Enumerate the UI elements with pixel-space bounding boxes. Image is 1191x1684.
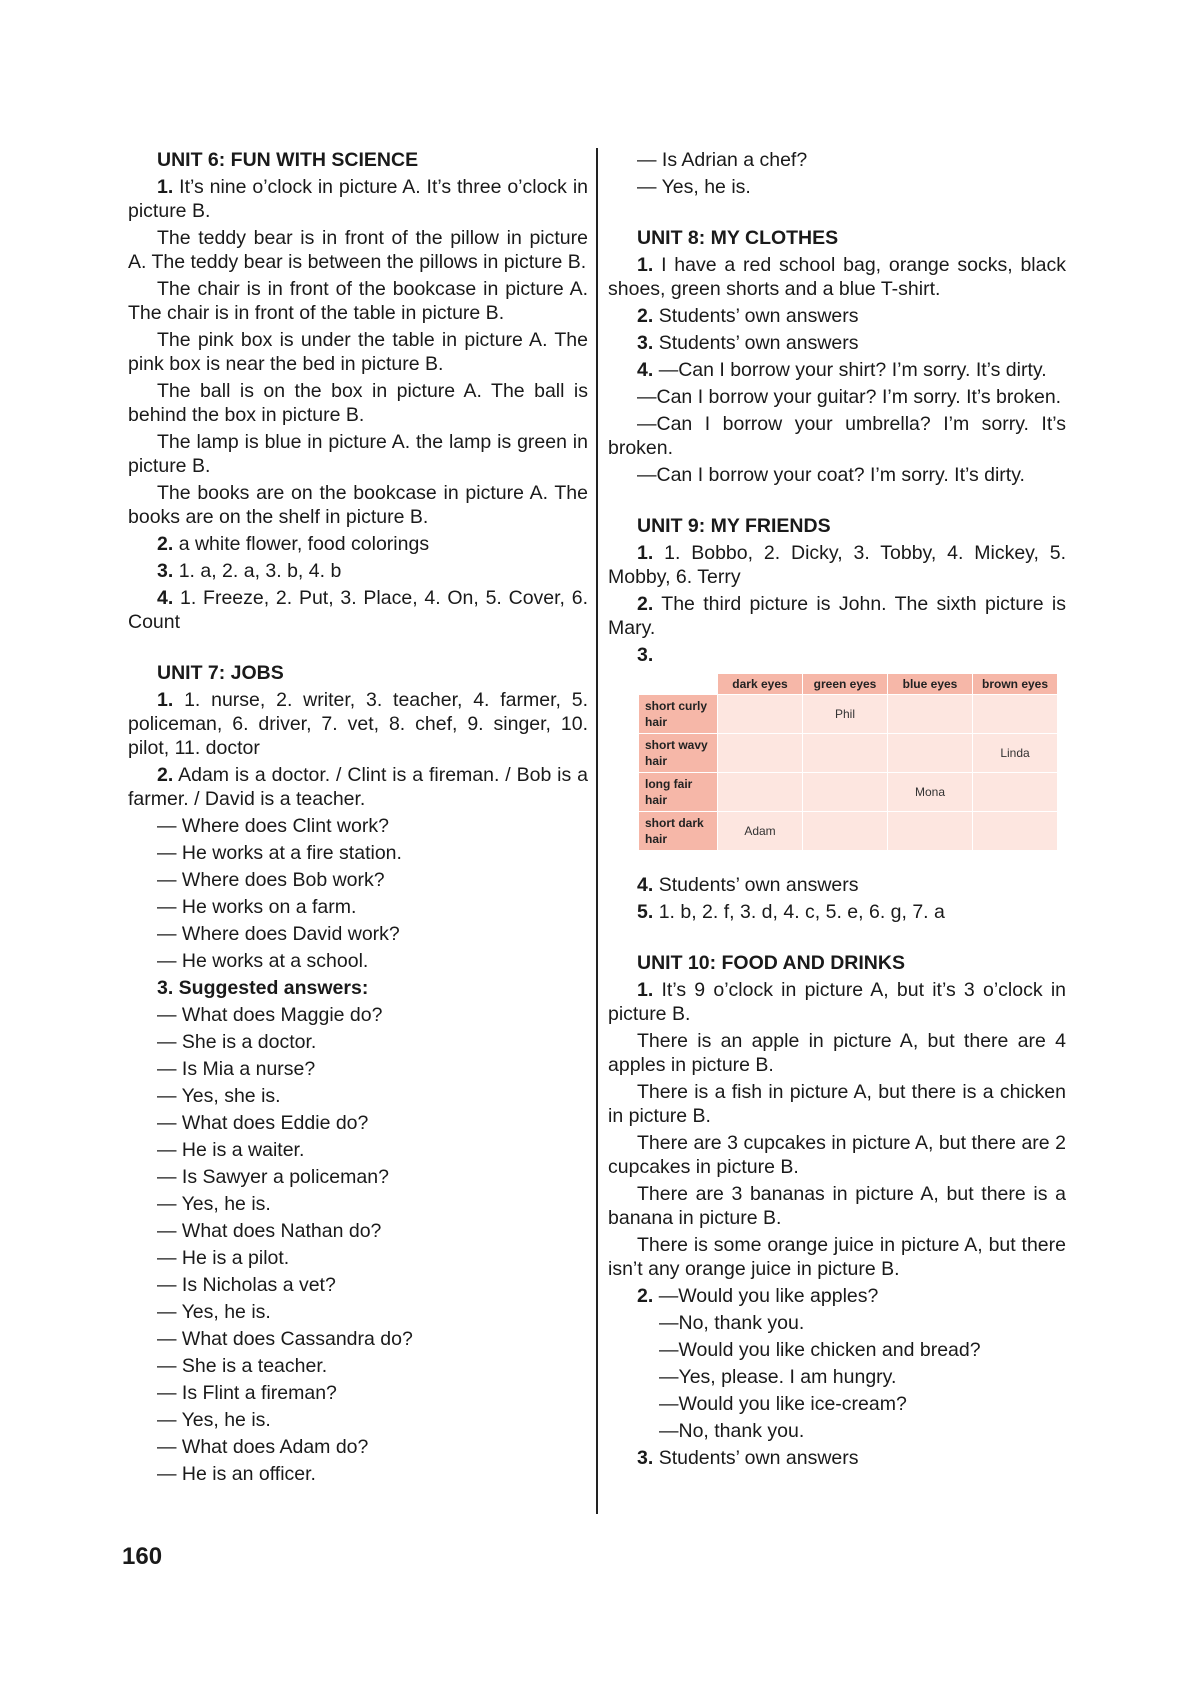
dialogue-line: — He is a waiter. (157, 1139, 305, 1161)
unit9-q1: 1. 1. Bobbo, 2. Dicky, 3. Tobby, 4. Mickey, 5. Mobby, 6. Terry (608, 542, 1066, 588)
left-column (128, 148, 588, 1489)
dialogue-line: — Is Flint a fireman? (157, 1382, 337, 1404)
dialogue-line: —Yes, please. I am hungry. (659, 1366, 897, 1388)
unit6-para: The lamp is blue in picture A. the lamp is green in picture B. (128, 431, 588, 477)
table-cell (718, 695, 803, 734)
dialogue-line: —Would you like chicken and bread? (659, 1339, 981, 1361)
dialogue-line: —Can I borrow your coat? I’m sorry. It’s dirty. (637, 464, 1025, 486)
dialogue-line: —Can I borrow your guitar? I’m sorry. It’s broken. (637, 386, 1062, 408)
unit6-q1: 1. It’s nine o’clock in picture A. It’s three o’clock in picture B. (128, 176, 588, 222)
col-header: dark eyes (718, 674, 803, 695)
table-cell (888, 812, 973, 851)
dialogue-line: — Where does Bob work? (157, 869, 385, 891)
dialogue-line: — She is a doctor. (157, 1031, 317, 1053)
unit8-title: UNIT 8: MY CLOTHES (637, 227, 839, 249)
table-cell: Mona (888, 773, 973, 812)
unit6-q4: 4. 1. Freeze, 2. Put, 3. Place, 4. On, 5. Cover, 6. Count (128, 587, 588, 633)
dialogue-line: — Is Nicholas a vet? (157, 1274, 336, 1296)
unit9-title: UNIT 9: MY FRIENDS (637, 515, 831, 537)
dialogue-line: — Is Adrian a chef? (637, 149, 808, 171)
dialogue-line: — Yes, he is. (157, 1301, 271, 1323)
table-cell (888, 695, 973, 734)
unit10-title: UNIT 10: FOOD AND DRINKS (637, 952, 905, 974)
dialogue-line: — He is a pilot. (157, 1247, 290, 1269)
table-cell (803, 734, 888, 773)
unit8-q2: 2. Students’ own answers (637, 305, 859, 327)
dialogue-line: —No, thank you. (659, 1420, 805, 1442)
unit9-q4: 4. Students’ own answers (637, 874, 859, 896)
col-header: blue eyes (888, 674, 973, 695)
unit6-title: UNIT 6: FUN WITH SCIENCE (157, 149, 419, 171)
table-cell (888, 734, 973, 773)
unit7-q2: 2. Adam is a doctor. / Clint is a fireman. / Bob is a farmer. / David is a teacher. (128, 764, 589, 810)
unit6-para: The pink box is under the table in picture A. The pink box is near the bed in picture B. (128, 329, 588, 375)
unit10-q2: 2. —Would you like apples? (637, 1285, 879, 1307)
dialogue-line: —No, thank you. (659, 1312, 805, 1334)
dialogue-line: — Is Sawyer a policeman? (157, 1166, 389, 1188)
row-header: short wavy hair (639, 734, 718, 773)
col-header: brown eyes (973, 674, 1058, 695)
dialogue-line: —Can I borrow your umbrella? I’m sorry. It’s broken. (608, 413, 1066, 459)
unit8-q1: 1. I have a red school bag, orange socks, black shoes, green shorts and a blue T-shirt. (608, 254, 1066, 300)
unit10-para: There are 3 bananas in picture A, but there is a banana in picture B. (608, 1183, 1066, 1229)
dialogue-line: — He works on a farm. (157, 896, 357, 918)
table-row (639, 812, 1058, 851)
dialogue-line: — Is Mia a nurse? (157, 1058, 316, 1080)
unit10-q1: 1. It’s 9 o’clock in picture A, but it’s 3 o’clock in picture B. (608, 979, 1067, 1025)
table-cell (803, 812, 888, 851)
dialogue-line: — What does Cassandra do? (157, 1328, 413, 1350)
row-header: short dark hair (639, 812, 718, 851)
row-header: short curly hair (639, 695, 718, 734)
dialogue-line: — What does Adam do? (157, 1436, 369, 1458)
table-row (639, 773, 1058, 812)
table-cell (973, 695, 1058, 734)
page-number: 160 (122, 1543, 163, 1570)
column-divider (596, 148, 598, 1514)
unit6-q2: 2. a white flower, food colorings (157, 533, 430, 555)
table-cell: Phil (803, 695, 888, 734)
dialogue-line: — Where does David work? (157, 923, 400, 945)
unit7-title: UNIT 7: JOBS (157, 662, 284, 684)
unit6-para: The ball is on the box in picture A. The ball is behind the box in picture B. (128, 380, 588, 426)
unit9-q2: 2. The third picture is John. The sixth picture is Mary. (608, 593, 1066, 639)
dialogue-line: — What does Eddie do? (157, 1112, 369, 1134)
dialogue-line: — He is an officer. (157, 1463, 316, 1485)
col-header: green eyes (803, 674, 888, 695)
unit10-para: There is an apple in picture A, but there are 4 apples in picture B. (608, 1030, 1066, 1076)
dialogue-line: — What does Nathan do? (157, 1220, 382, 1242)
unit10-para: There are 3 cupcakes in picture A, but there are 2 cupcakes in picture B. (608, 1132, 1066, 1178)
unit10-para: There is some orange juice in picture A, but there isn’t any orange juice in picture B. (608, 1234, 1066, 1280)
eyes-hair-table (638, 673, 1058, 851)
unit6-para: The chair is in front of the bookcase in picture A. The chair is in front of the table in picture B. (128, 278, 588, 324)
dialogue-line: — Yes, he is. (157, 1193, 271, 1215)
dialogue-line: — What does Maggie do? (157, 1004, 383, 1026)
table-cell (718, 773, 803, 812)
table-cell (718, 734, 803, 773)
unit7-q3-label: 3. Suggested answers: (157, 977, 369, 999)
table-row (639, 695, 1058, 734)
table-corner (639, 674, 718, 695)
dialogue-line: — Yes, she is. (157, 1085, 281, 1107)
unit9-q3-label: 3. (637, 644, 654, 666)
table-cell (803, 773, 888, 812)
right-column (608, 148, 1066, 1473)
table-cell: Adam (718, 812, 803, 851)
unit8-q4: 4. —Can I borrow your shirt? I’m sorry. It’s dirty. (637, 359, 1047, 381)
unit7-q1: 1. 1. nurse, 2. writer, 3. teacher, 4. farmer, 5. policeman, 6. driver, 7. vet, 8. chef, 9. singer, 10. pilot, 11. doctor (128, 689, 588, 759)
dialogue-line: — She is a teacher. (157, 1355, 328, 1377)
unit10-para: There is a fish in picture A, but there is a chicken in picture B. (608, 1081, 1066, 1127)
unit6-q3: 3. 1. a, 2. a, 3. b, 4. b (157, 560, 342, 582)
unit10-q3: 3. Students’ own answers (637, 1447, 859, 1469)
table-header-row (639, 674, 1058, 695)
row-header: long fair hair (639, 773, 718, 812)
dialogue-line: — Where does Clint work? (157, 815, 389, 837)
dialogue-line: — He works at a school. (157, 950, 369, 972)
dialogue-line: — He works at a fire station. (157, 842, 402, 864)
table-row (639, 734, 1058, 773)
dialogue-line: — Yes, he is. (157, 1409, 271, 1431)
dialogue-line: —Would you like ice-cream? (659, 1393, 907, 1415)
unit6-para: The teddy bear is in front of the pillow in picture A. The teddy bear is between the pillows in picture B. (128, 227, 588, 273)
unit9-q5: 5. 1. b, 2. f, 3. d, 4. c, 5. e, 6. g, 7. a (637, 901, 945, 923)
dialogue-line: — Yes, he is. (637, 176, 751, 198)
table-cell: Linda (973, 734, 1058, 773)
table-cell (973, 812, 1058, 851)
unit8-q3: 3. Students’ own answers (637, 332, 859, 354)
unit6-para: The books are on the bookcase in picture A. The books are on the shelf in picture B. (128, 482, 588, 528)
table-cell (973, 773, 1058, 812)
